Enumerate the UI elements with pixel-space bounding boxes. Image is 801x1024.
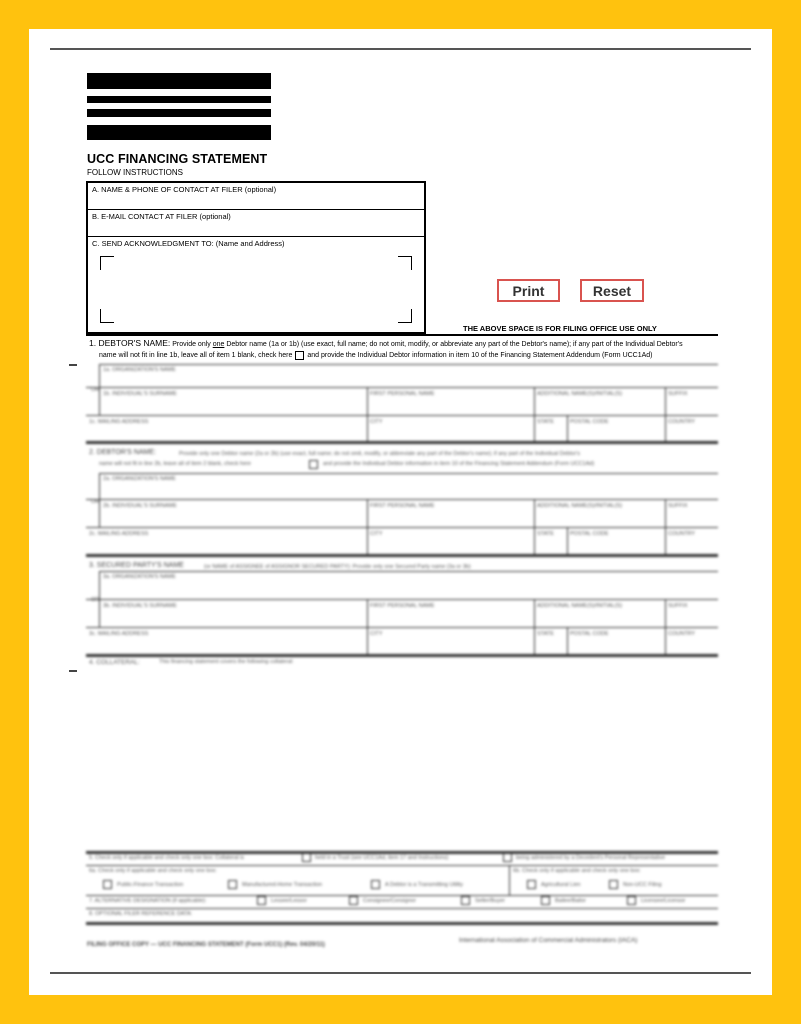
- lessee-label: Lessee/Lessor: [271, 898, 307, 904]
- secured-state-label: STATE: [537, 631, 554, 637]
- grid-line: [534, 599, 535, 654]
- debtor2-suffix-label: SUFFIX: [668, 503, 688, 509]
- collateral-instr: This financing statement covers the following collateral:: [159, 659, 294, 665]
- grid-line: [534, 387, 535, 441]
- secured-additional-label: ADDITIONAL NAME(S)/INITIAL(S): [537, 603, 623, 609]
- manufactured-home-label: Manufactured-Home Transaction: [242, 882, 323, 888]
- debtor2-instr-c: and provide the Individual Debtor information in item 10 of the Financing Statement Addendum (Form UCC1Ad): [323, 461, 595, 467]
- debtor2-or-label: OR: [91, 499, 100, 505]
- non-ucc-filing-checkbox[interactable]: [609, 880, 618, 889]
- debtor1-instr-b: Debtor name (1a or 1b) (use exact, full name; do not omit, modify, or abbreviate any part of the Debtor's name); if any part of the Individual Debtor's: [224, 341, 683, 348]
- grid-line: [86, 865, 718, 866]
- transmitting-utility-checkbox[interactable]: [371, 880, 380, 889]
- debtor1-city-label: CITY: [370, 419, 383, 425]
- secured-suffix-label: SUFFIX: [668, 603, 688, 609]
- debtor1-additional-label: ADDITIONAL NAME(S)/INITIAL(S): [537, 391, 623, 397]
- consignee-label: Consignee/Consignor: [363, 898, 416, 904]
- item5-trust-label: held in a Trust (see UCC1Ad, item 17 and Instructions): [315, 855, 449, 861]
- grid-line: [86, 851, 718, 854]
- bailee-checkbox[interactable]: [541, 896, 550, 905]
- reset-button[interactable]: Reset: [580, 279, 644, 302]
- public-finance-label: Public-Finance Transaction: [117, 882, 184, 888]
- grid-line: [367, 387, 368, 441]
- licensee-label: Licensee/Licensor: [641, 898, 686, 904]
- secured-instr: (or NAME of ASSIGNEE of ASSIGNOR SECURED PARTY): Provide only one Secured Party name (3a or 3b): [204, 564, 471, 570]
- grid-line: [99, 364, 718, 365]
- item6a-label: 6a. Check only if applicable and check only one box:: [89, 868, 217, 874]
- grid-line: [567, 627, 568, 654]
- form-page: [29, 29, 772, 995]
- grid-line: [534, 499, 535, 554]
- debtor2-country-label: COUNTRY: [668, 531, 696, 537]
- grid-line: [86, 627, 718, 628]
- manufactured-home-checkbox[interactable]: [228, 880, 237, 889]
- grid-line: [86, 654, 718, 657]
- acknowledgment-label: C. SEND ACKNOWLEDGMENT TO: (Name and Address): [92, 239, 285, 248]
- grid-line: [86, 908, 718, 909]
- secured-org-label: 3a. ORGANIZATION'S NAME: [103, 574, 176, 580]
- secured-country-label: COUNTRY: [668, 631, 696, 637]
- contact-email-label: B. E-MAIL CONTACT AT FILER (optional): [92, 212, 231, 221]
- debtor2-instr-b: name will not fit in line 2b, leave all of item 2 blank, check here: [99, 461, 251, 467]
- grid-line: [367, 599, 368, 654]
- debtor1-mailing-label: 1c. MAILING ADDRESS: [89, 419, 149, 425]
- debtor1-suffix-label: SUFFIX: [668, 391, 688, 397]
- secured-postal-label: POSTAL CODE: [570, 631, 609, 637]
- licensee-checkbox[interactable]: [627, 896, 636, 905]
- debtor2-state-label: STATE: [537, 531, 554, 537]
- print-button[interactable]: Print: [497, 279, 560, 302]
- grid-line: [567, 527, 568, 554]
- footer-form-id: FILING OFFICE COPY — UCC FINANCING STATEMENT (Form UCC1) (Rev. 04/20/11): [87, 942, 325, 948]
- grid-line: [86, 387, 718, 388]
- grid-line: [367, 499, 368, 554]
- debtor1-state-label: STATE: [537, 419, 554, 425]
- collateral-heading: 4. COLLATERAL:: [89, 659, 140, 666]
- form-title: UCC FINANCING STATEMENT: [87, 152, 268, 166]
- debtor2-city-label: CITY: [370, 531, 383, 537]
- filing-office-note: THE ABOVE SPACE IS FOR FILING OFFICE USE ONLY: [463, 324, 657, 333]
- debtor2-surname-label: 2b. INDIVIDUAL'S SURNAME: [103, 503, 177, 509]
- debtor1-instr-c: name will not fit in line 1b, leave all of item 1 blank, check here: [99, 352, 293, 359]
- agricultural-lien-checkbox[interactable]: [527, 880, 536, 889]
- debtor2-heading: 2. DEBTOR'S NAME:: [89, 449, 156, 456]
- grid-line: [99, 571, 718, 572]
- debtor1-org-label: 1a. ORGANIZATION'S NAME: [103, 367, 176, 373]
- item5-decedent-checkbox[interactable]: [503, 853, 512, 862]
- item5-trust-checkbox[interactable]: [302, 853, 311, 862]
- grid-line: [86, 599, 718, 600]
- secured-first-label: FIRST PERSONAL NAME: [370, 603, 435, 609]
- grid-line: [567, 415, 568, 441]
- footer-iaca: International Association of Commercial Administrators (IACA): [459, 937, 638, 944]
- debtor2-instr-a: Provide only one Debtor name (2a or 2b) (use exact, full name; do not omit, modify, or abbreviate any part of the Debtor's name); if any part of the Individual Debtor's: [179, 451, 580, 457]
- bailee-label: Bailee/Bailor: [555, 898, 586, 904]
- blurred-form-body: [29, 29, 772, 995]
- seller-checkbox[interactable]: [461, 896, 470, 905]
- public-finance-checkbox[interactable]: [103, 880, 112, 889]
- grid-line: [86, 554, 718, 557]
- secured-heading: 3. SECURED PARTY'S NAME: [89, 562, 184, 569]
- grid-line: [86, 415, 718, 416]
- debtor2-org-label: 2a. ORGANIZATION'S NAME: [103, 476, 176, 482]
- debtor2-first-label: FIRST PERSONAL NAME: [370, 503, 435, 509]
- item7-label: 7. ALTERNATIVE DESIGNATION (if applicable):: [89, 898, 207, 904]
- debtor1-postal-label: POSTAL CODE: [570, 419, 609, 425]
- non-ucc-filing-label: Non-UCC Filing: [623, 882, 662, 888]
- grid-line: [86, 527, 718, 528]
- grid-line: [86, 499, 718, 500]
- secured-surname-label: 3b. INDIVIDUAL'S SURNAME: [103, 603, 177, 609]
- grid-line: [509, 865, 510, 895]
- contact-name-phone-label: A. NAME & PHONE OF CONTACT AT FILER (optional): [92, 185, 277, 194]
- debtor1-country-label: COUNTRY: [668, 419, 696, 425]
- item8-label: 8. OPTIONAL FILER REFERENCE DATA:: [89, 911, 193, 917]
- agricultural-lien-label: Agricultural Lien: [541, 882, 581, 888]
- secured-mailing-label: 3c. MAILING ADDRESS: [89, 631, 149, 637]
- grid-line: [86, 922, 718, 925]
- follow-instructions: FOLLOW INSTRUCTIONS: [87, 168, 184, 177]
- debtor2-additional-label: ADDITIONAL NAME(S)/INITIAL(S): [537, 503, 623, 509]
- lessee-checkbox[interactable]: [257, 896, 266, 905]
- seller-label: Seller/Buyer: [475, 898, 505, 904]
- secured-city-label: CITY: [370, 631, 383, 637]
- item6b-label: 6b. Check only if applicable and check only one box:: [513, 868, 641, 874]
- grid-line: [99, 473, 718, 474]
- item5-label: 5. Check only if applicable and check only one box: Collateral is: [89, 855, 245, 861]
- grid-line: [665, 387, 666, 441]
- debtor1-first-label: FIRST PERSONAL NAME: [370, 391, 435, 397]
- debtor1-instr-one: one: [212, 341, 225, 348]
- debtor1-heading: 1. DEBTOR'S NAME:: [89, 338, 171, 348]
- debtor1-instr-d: and provide the Individual Debtor information in item 10 of the Financing Statement Addendum (Form UCC1Ad): [307, 352, 653, 359]
- debtor2-individual-checkbox[interactable]: [309, 460, 318, 469]
- debtor1-or-label: OR: [91, 387, 100, 393]
- debtor1-surname-label: 1b. INDIVIDUAL'S SURNAME: [103, 391, 177, 397]
- debtor1-instr-a: Provide only: [172, 341, 213, 348]
- bottom-rule: [50, 972, 751, 974]
- grid-line: [665, 499, 666, 554]
- item5-decedent-label: being administered by a Decedent's Personal Representative: [516, 855, 666, 861]
- transmitting-utility-label: A Debtor is a Transmitting Utility: [385, 882, 463, 888]
- debtor2-postal-label: POSTAL CODE: [570, 531, 609, 537]
- grid-line: [86, 895, 718, 896]
- debtor2-mailing-label: 2c. MAILING ADDRESS: [89, 531, 149, 537]
- consignee-checkbox[interactable]: [349, 896, 358, 905]
- grid-line: [665, 599, 666, 654]
- secured-or-label: OR: [91, 597, 100, 603]
- grid-line: [86, 441, 718, 444]
